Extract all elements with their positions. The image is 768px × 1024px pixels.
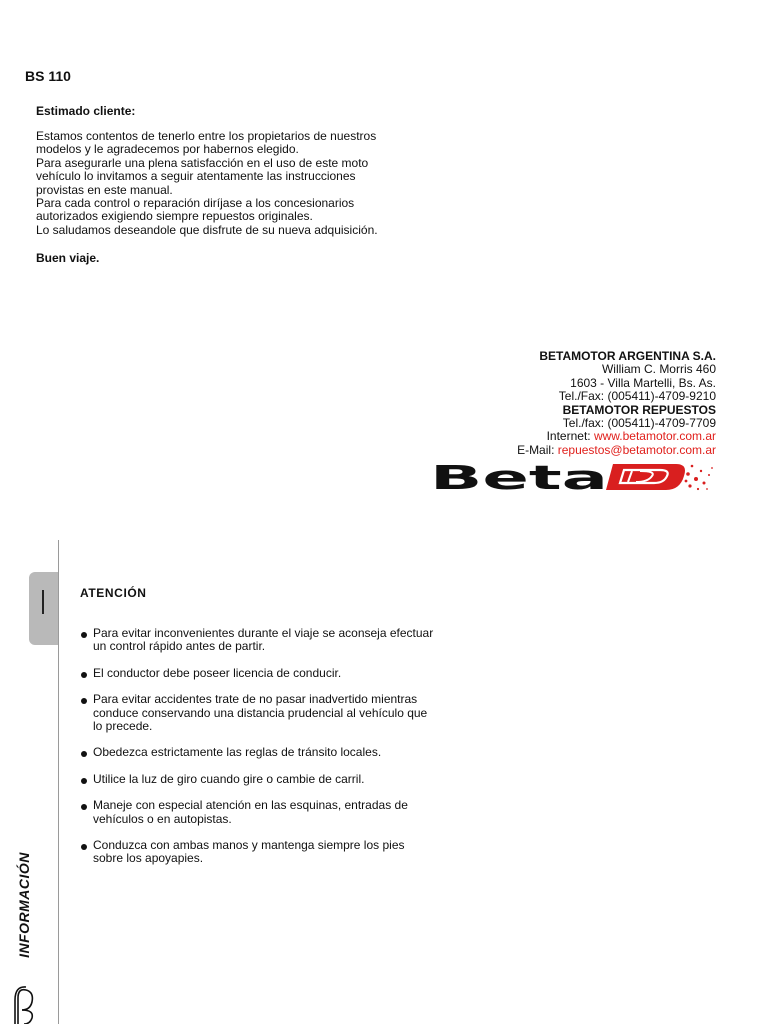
email-label: E-Mail: — [517, 442, 558, 457]
chapter-tab-marker — [42, 590, 44, 614]
letter-line: vehículo lo invitamos a seguir atentamente las instrucciones — [36, 169, 356, 184]
attention-title: ATENCIÓN — [80, 586, 147, 600]
bullet-icon — [81, 751, 87, 757]
list-item-text: vehículos o en autopistas. — [93, 811, 232, 826]
list-item — [80, 667, 460, 680]
beta-logo — [430, 462, 716, 492]
list-item-text: sobre los apoyapies. — [93, 851, 204, 866]
list-item — [80, 693, 460, 733]
company-city: 1603 - Villa Martelli, Bs. As. — [570, 375, 716, 390]
letter-line: autorizados exigiendo siempre repuestos originales. — [36, 209, 313, 224]
contact-block — [517, 350, 716, 457]
beta-logo-text: Beta — [430, 462, 608, 492]
attention-list — [80, 627, 460, 879]
company-name: BETAMOTOR ARGENTINA S.A. — [539, 349, 716, 363]
letter-line: provistas en este manual. — [36, 182, 173, 197]
list-item-text: Maneje con especial atención en las esquinas, entradas de — [93, 798, 408, 813]
sidebar-divider — [58, 540, 59, 1024]
letter-line: Estamos contentos de tenerlo entre los propietarios de nuestros — [36, 129, 377, 143]
beta-b-emblem-icon — [606, 464, 713, 490]
bullet-icon — [81, 804, 87, 810]
section-side-label: INFORMACIÓN — [16, 852, 32, 958]
letter-closing: Buen viaje. — [36, 251, 100, 265]
beta-emblem-side-icon — [12, 986, 36, 1024]
bullet-icon — [81, 672, 87, 678]
list-item-text: Conduzca con ambas manos y mantenga siempre los pies — [93, 838, 405, 853]
bullet-icon — [81, 778, 87, 784]
bullet-icon — [81, 698, 87, 704]
list-item — [80, 746, 460, 759]
list-item-text: conduce conservando una distancia prudencial al vehículo que — [93, 705, 428, 720]
letter-line: Para asegurarle una plena satisfacción en el uso de este moto — [36, 155, 369, 170]
list-item-text: El conductor debe poseer licencia de conducir. — [93, 665, 342, 680]
company-address: William C. Morris 460 — [601, 362, 716, 377]
letter-body — [36, 130, 416, 237]
chapter-tab — [29, 572, 58, 645]
internet-label: Internet: — [546, 429, 594, 444]
parts-phone: Tel./fax: (005411)-4709-7709 — [562, 416, 716, 431]
list-item-text: Utilice la luz de giro cuando gire o cambie de carril. — [93, 771, 365, 786]
letter-line: modelos y le agradecemos por habernos elegido. — [36, 142, 299, 157]
list-item — [80, 799, 460, 826]
bullet-icon — [81, 632, 87, 638]
list-item-text: Para evitar inconvenientes durante el viaje se aconseja efectuar — [93, 626, 434, 640]
letter-line: Lo saludamos deseandole que disfrute de su nueva adquisición. — [36, 222, 378, 237]
list-item-text: un control rápido antes de partir. — [93, 639, 266, 654]
list-item-text: Obedezca estrictamente las reglas de tránsito locales. — [93, 745, 382, 760]
website-link[interactable]: www.betamotor.com.ar — [593, 429, 716, 444]
list-item-text: Para evitar accidentes trate de no pasar inadvertido mientras — [93, 692, 418, 707]
list-item — [80, 773, 460, 786]
letter-greeting: Estimado cliente: — [36, 104, 136, 118]
company-phone: Tel./Fax: (005411)-4709-9210 — [558, 389, 716, 404]
parts-company-name: BETAMOTOR REPUESTOS — [562, 402, 716, 417]
email-row — [517, 444, 716, 457]
letter-line: Para cada control o reparación diríjase a los concesionarios — [36, 196, 355, 211]
list-item-text: lo precede. — [93, 719, 153, 734]
email-link[interactable]: repuestos@betamotor.com.ar — [557, 442, 716, 457]
bullet-icon — [81, 844, 87, 850]
list-item — [80, 627, 460, 654]
internet-row — [517, 430, 716, 443]
list-item — [80, 839, 460, 866]
model-title: BS 110 — [25, 68, 71, 84]
